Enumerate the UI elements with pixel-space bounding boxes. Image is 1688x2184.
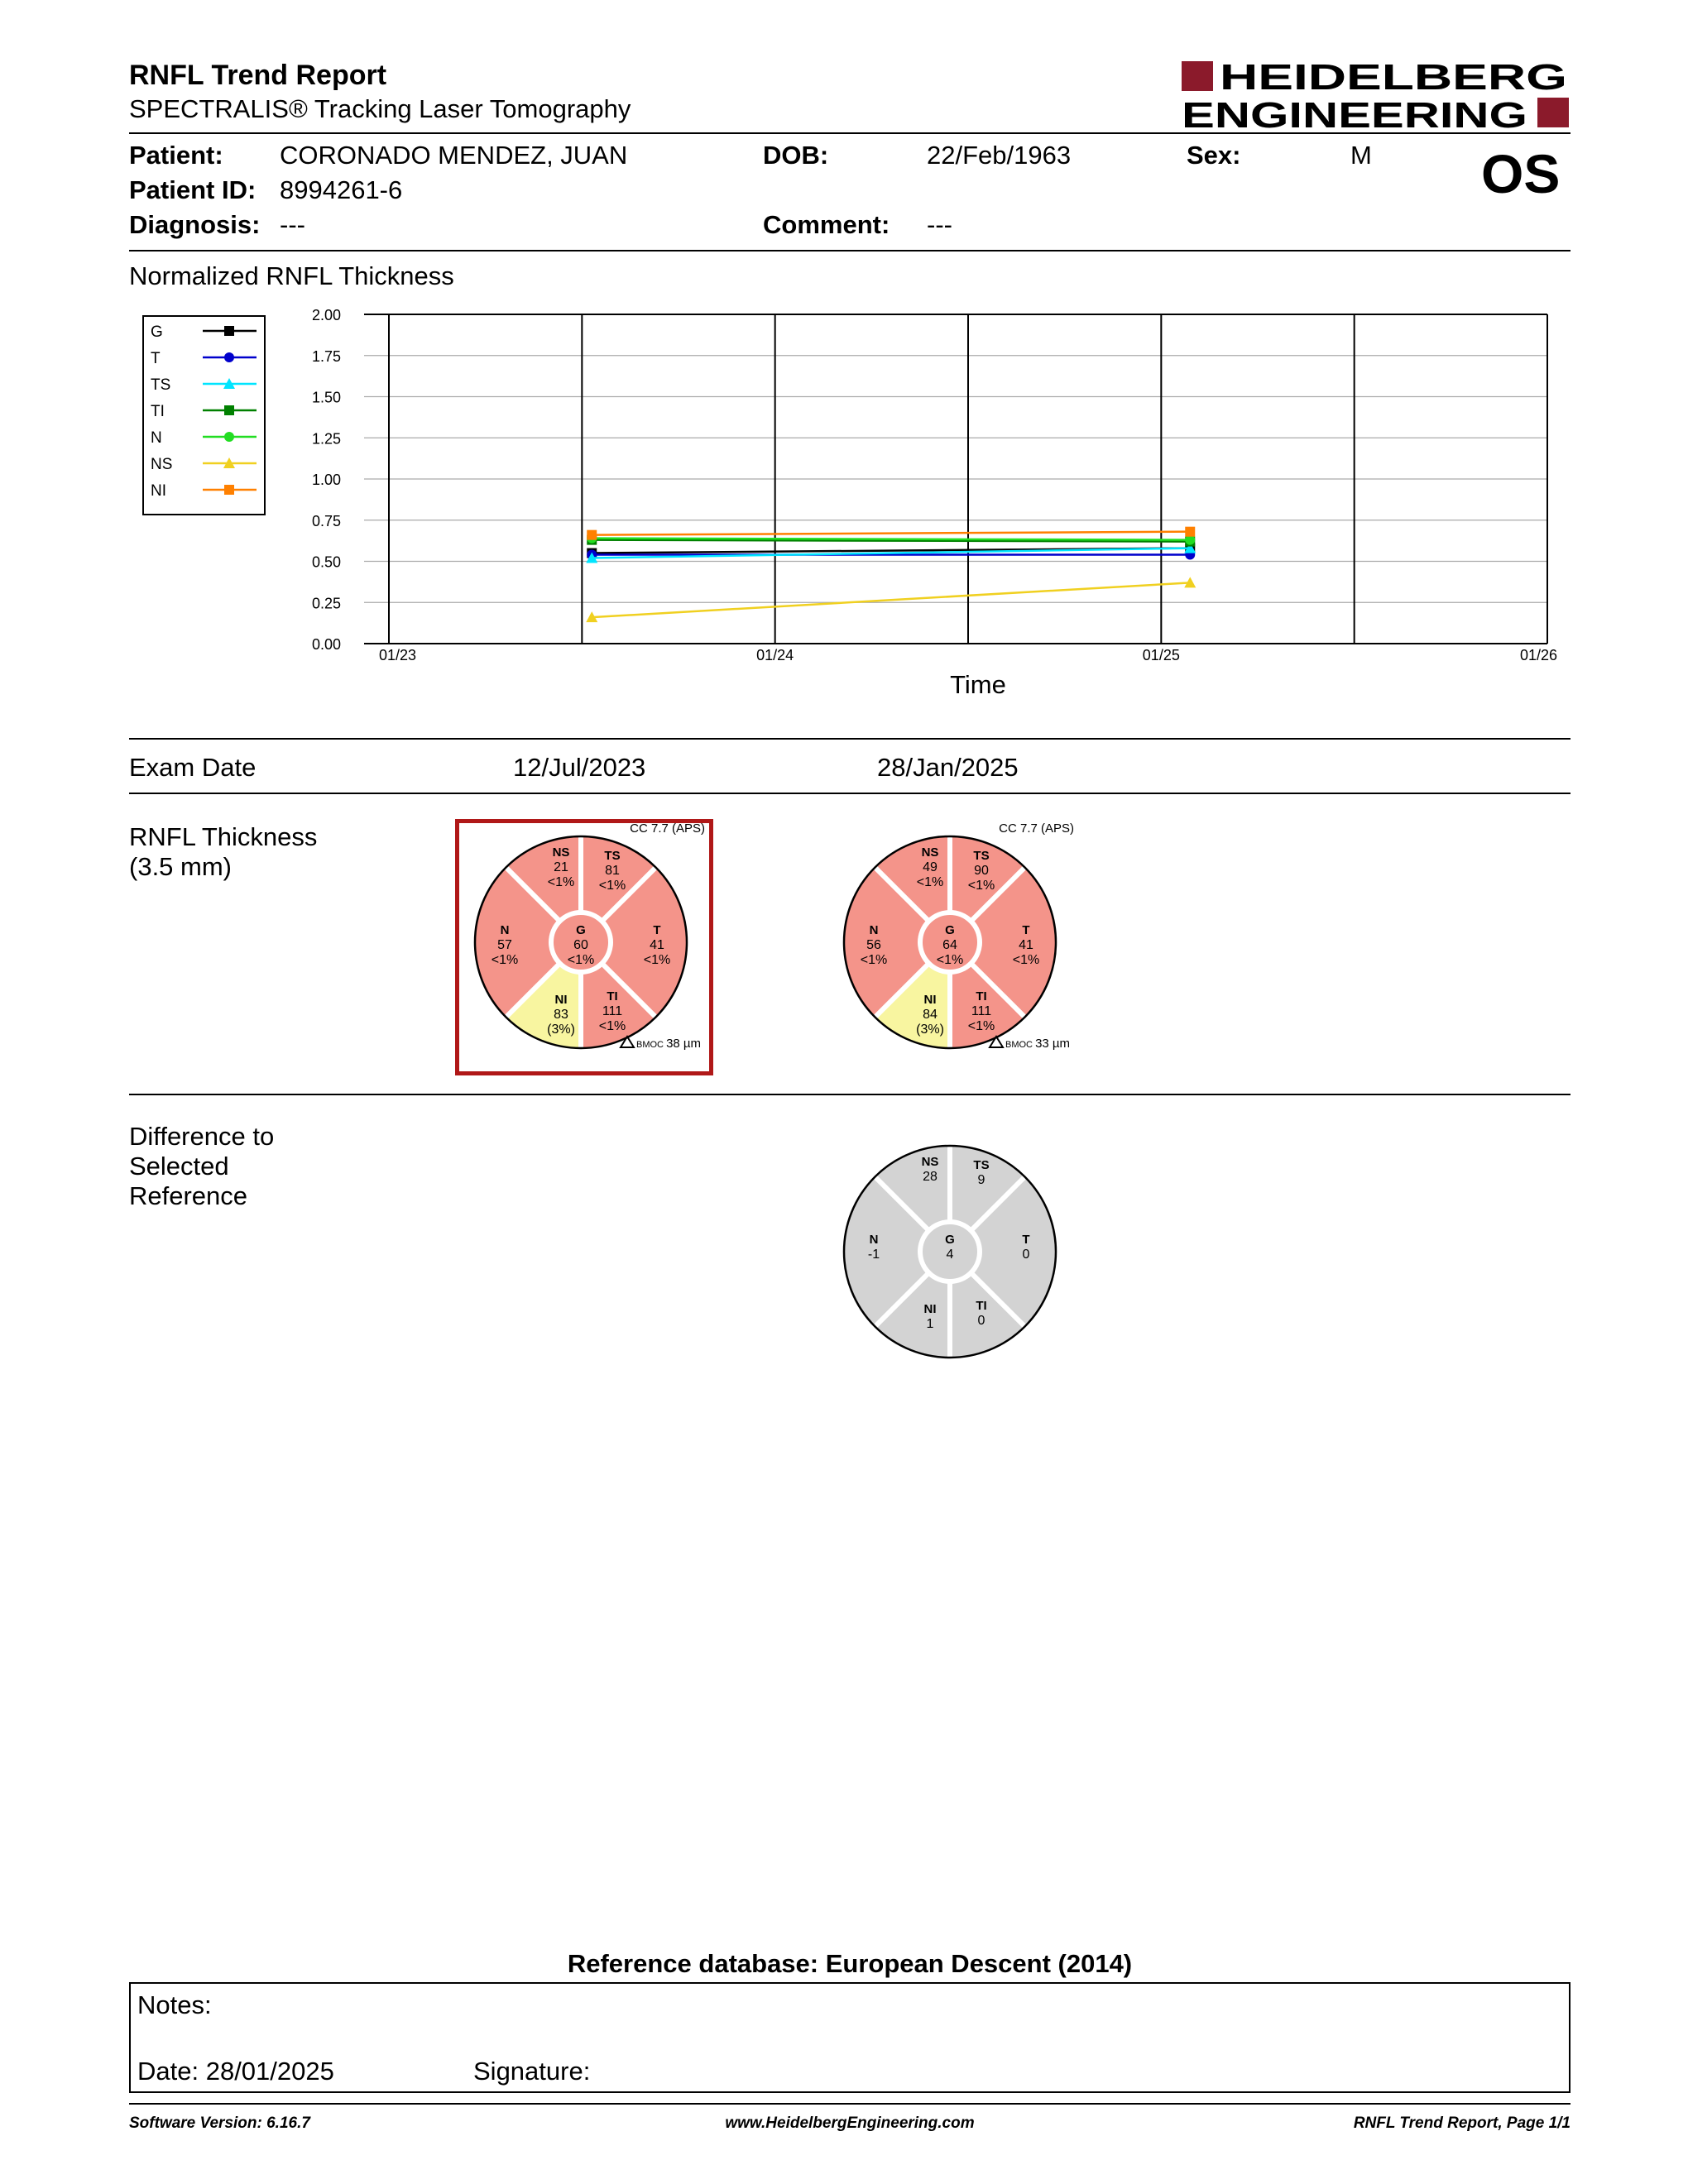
comment-value: --- (927, 210, 952, 239)
sector-t-label: T (653, 923, 661, 937)
sector-ns-percentile: <1% (547, 875, 575, 889)
sector-n-value: 56 (866, 938, 881, 952)
exam-date-1: 12/Jul/2023 (513, 753, 646, 782)
sector-ti-label: TI (976, 1299, 987, 1313)
sector-n-percentile: <1% (860, 953, 888, 967)
notes-label: Notes: (137, 1990, 212, 2019)
chart-grid (364, 314, 1547, 644)
sex-label: Sex: (1187, 141, 1241, 170)
software-version: Software Version: 6.16.7 (129, 2115, 310, 2132)
sector-g-value: 60 (573, 938, 588, 952)
patient-label: Patient: (129, 141, 223, 170)
eye-label: OS (1481, 143, 1561, 204)
exam-date-label: Exam Date (129, 753, 257, 782)
dob-label: DOB: (763, 141, 829, 170)
sector-t-value: 41 (1019, 938, 1033, 952)
difference-line2: Selected (129, 1152, 229, 1181)
page-number: RNFL Trend Report, Page 1/1 (1353, 2115, 1571, 2132)
legend-label: TS (151, 376, 171, 394)
x-tick-label: 01/26 (1519, 647, 1557, 663)
logo-text-1: HEIDELBERG (1220, 58, 1567, 98)
legend-marker-G (224, 326, 234, 336)
sector-ni-value: 1 (926, 1317, 934, 1331)
sector-t-label: T (1022, 1233, 1030, 1247)
rnfl-thickness-label (129, 822, 317, 882)
sector-g-label: G (576, 923, 586, 937)
comment-label: Comment: (763, 210, 890, 239)
sector-ts-percentile: <1% (967, 879, 995, 893)
sector-ti-value: 111 (971, 1004, 992, 1018)
series-point-NI (1185, 527, 1195, 537)
reference-database: Reference database: European Descent (2014) (567, 1949, 1133, 1978)
sector-ns-label: NS (921, 845, 939, 860)
sector-ni-percentile: (3%) (916, 1023, 944, 1037)
patient-name: CORONADO MENDEZ, JUAN (280, 141, 628, 170)
x-tick-label: 01/25 (1142, 647, 1180, 663)
bmoc-label: BMOC 33 µm (1005, 1037, 1071, 1051)
x-tick-label: 01/24 (756, 647, 794, 663)
legend-marker-NI (224, 485, 234, 495)
website: www.HeidelbergEngineering.com (725, 2115, 975, 2132)
diagnosis-value: --- (280, 210, 305, 239)
sector-ni-label: NI (923, 1302, 937, 1316)
notes-box[interactable] (129, 1982, 1571, 2093)
patient-id-label: Patient ID: (129, 175, 257, 204)
sector-ns-value: 21 (554, 860, 568, 874)
y-tick-label: 0.75 (311, 512, 341, 529)
date-label: Date: 28/01/2025 (137, 2057, 334, 2086)
sector-ni-value: 83 (554, 1008, 568, 1022)
chart-svg (124, 298, 1580, 711)
sector-t-value: 0 (1022, 1248, 1030, 1262)
sector-ns-label: NS (552, 845, 570, 860)
sector-t-label: T (1022, 923, 1030, 937)
chart-ticks (312, 307, 1557, 663)
report-title: RNFL Trend Report (129, 60, 387, 91)
circle-difference (824, 1130, 1081, 1378)
sector-ns-percentile: <1% (916, 875, 944, 889)
legend-label: TI (151, 403, 165, 420)
sector-g-label: G (945, 923, 955, 937)
legend-label: N (151, 429, 162, 447)
y-tick-label: 1.00 (311, 472, 341, 488)
sex-value: M (1350, 141, 1372, 170)
sector-ti-percentile: <1% (967, 1019, 995, 1033)
sector-ni-label: NI (554, 993, 568, 1007)
brand-logo (1182, 58, 1571, 131)
y-tick-label: 1.50 (311, 389, 341, 406)
sector-g-value: 64 (942, 938, 957, 952)
sector-ts-value: 9 (977, 1173, 985, 1187)
sector-n-label: N (500, 923, 510, 937)
sector-t-percentile: <1% (643, 953, 671, 967)
sector-g-label: G (945, 1233, 955, 1247)
report-subtitle: SPECTRALIS® Tracking Laser Tomography (129, 94, 631, 123)
y-tick-label: 0.00 (311, 636, 341, 653)
circle-exam-1[interactable] (455, 821, 712, 1069)
difference-label (129, 1122, 274, 1211)
logo-square-top (1182, 61, 1213, 91)
difference-line1: Difference to (129, 1122, 275, 1151)
sector-ti-value: 111 (602, 1004, 623, 1018)
sector-ni-value: 84 (923, 1008, 938, 1022)
sector-ns-value: 49 (923, 860, 938, 874)
sector-ts-label: TS (604, 849, 621, 863)
logo-square-bottom (1537, 98, 1569, 127)
sector-ts-label: TS (973, 849, 990, 863)
legend-label: NS (151, 456, 173, 473)
sector-ts-label: TS (973, 1158, 990, 1172)
sector-ni-label: NI (923, 993, 937, 1007)
sector-t-percentile: <1% (1012, 953, 1040, 967)
cc-quality-label: CC 7.7 (APS) (999, 821, 1074, 836)
y-tick-label: 0.25 (311, 595, 341, 612)
sector-ti-label: TI (976, 989, 987, 1003)
x-axis-label: Time (950, 670, 1006, 699)
diagnosis-label: Diagnosis: (129, 210, 261, 239)
legend-marker-N (224, 432, 234, 442)
rnfl-thickness-line2: (3.5 mm) (129, 852, 232, 881)
dob-value: 22/Feb/1963 (927, 141, 1072, 170)
sector-n-percentile: <1% (491, 953, 519, 967)
chart-section-title: Normalized RNFL Thickness (129, 261, 454, 290)
cc-quality-label: CC 7.7 (APS) (630, 821, 705, 836)
trend-chart (124, 298, 1580, 711)
patient-id-value: 8994261-6 (280, 175, 403, 204)
logo-text-2: ENGINEERING (1182, 95, 1527, 131)
legend-label: NI (151, 482, 166, 500)
legend-marker-T (224, 352, 234, 362)
sector-ts-value: 90 (974, 864, 989, 878)
legend-label: T (151, 350, 161, 367)
series-line-NI (592, 532, 1190, 535)
sector-g-value: 4 (946, 1248, 954, 1262)
rnfl-thickness-line1: RNFL Thickness (129, 822, 318, 851)
y-tick-label: 2.00 (311, 307, 341, 323)
sector-ti-label: TI (607, 989, 618, 1003)
series-point-NI (587, 530, 597, 540)
sector-ns-label: NS (921, 1155, 939, 1169)
legend-label: G (151, 323, 163, 341)
series-line-NS (592, 582, 1190, 617)
sector-ti-value: 0 (977, 1314, 985, 1328)
sector-ns-value: 28 (923, 1170, 938, 1184)
circle-exam-2[interactable] (824, 821, 1081, 1069)
y-tick-label: 0.50 (311, 553, 341, 571)
sector-ti-percentile: <1% (598, 1019, 626, 1033)
sector-ts-value: 81 (605, 864, 620, 878)
sector-n-label: N (869, 923, 879, 937)
sector-n-value: -1 (867, 1248, 880, 1262)
chart-series (586, 527, 1196, 622)
sector-n-value: 57 (497, 938, 512, 952)
sector-ni-percentile: (3%) (547, 1023, 575, 1037)
x-tick-label: 01/23 (379, 647, 417, 663)
signature-label: Signature: (473, 2057, 591, 2086)
difference-line3: Reference (129, 1181, 248, 1210)
bmoc-label: BMOC 38 µm (636, 1037, 702, 1051)
y-tick-label: 1.25 (311, 430, 341, 448)
legend-marker-TI (224, 405, 234, 415)
exam-date-2: 28/Jan/2025 (877, 753, 1019, 782)
y-tick-label: 1.75 (311, 347, 341, 365)
sector-g-percentile: <1% (936, 953, 964, 967)
sector-ts-percentile: <1% (598, 879, 626, 893)
sector-t-value: 41 (650, 938, 664, 952)
sector-n-label: N (869, 1233, 879, 1247)
sector-g-percentile: <1% (567, 953, 595, 967)
